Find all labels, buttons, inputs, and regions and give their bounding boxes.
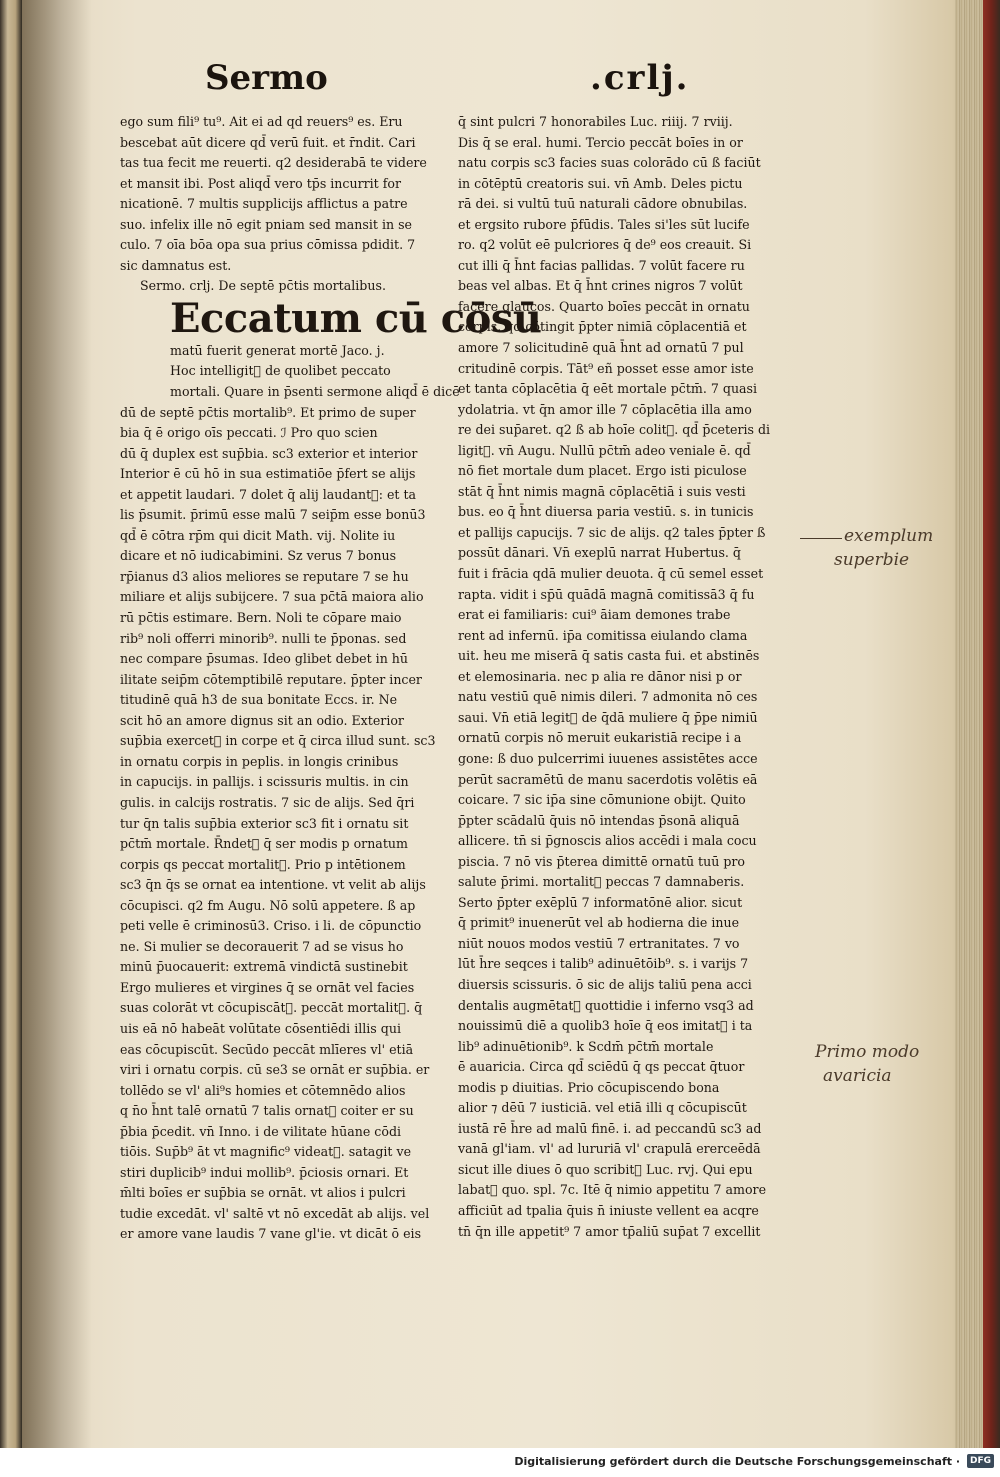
text-line: matū fuerit generat mortē Jaco. j. — [170, 342, 385, 358]
text-line: et pallijs capucijs. 7 sic de alijs. q2 tales p̄pter ß — [458, 524, 766, 540]
text-line: Interior ē cū hō in sua estimatiōe p̄fert se alijs — [120, 466, 416, 482]
dfg-logo: DFG — [967, 1454, 994, 1468]
text-line: sicut ille diues ō quo scribit᷑ Luc. rvj. Qui epu — [458, 1161, 753, 1177]
text-line: tn̄ q̄n ille appetit⁹ 7 amor tp̄aliū sup̄at 7 excellit — [458, 1223, 761, 1239]
text-line: et elemosinaria. nec p alia re dānor nisi p or — [458, 668, 742, 684]
text-line: cut illi q̄ h̄nt facias pallidas. 7 volūt facere ru — [458, 257, 745, 273]
text-line: nō fiet mortale dum placet. Ergo isti piculose — [458, 463, 747, 479]
left-column-body — [120, 341, 460, 1245]
text-line: p̄bia p̄cedit. vn̄ Inno. i de vilitate hūane cōdi — [120, 1123, 402, 1139]
text-line: rent ad infernū. ip̄a comitissa eiulando clama — [458, 627, 748, 643]
text-line: et appetit laudari. 7 dolet q̄ alij laudant᷑: et ta — [120, 486, 417, 502]
text-line: Dis q̄ se eral. humi. Tercio peccāt boīes in or — [458, 134, 743, 150]
marginal-note-avaricia — [815, 1040, 919, 1088]
text-line: in ornatu corpis in peplis. in longis crinibus — [120, 753, 399, 769]
text-line: tudie excedāt. vl' saltē vt nō excedāt ab alijs. vel — [120, 1205, 430, 1221]
text-line: et ergsito rubore p̄fūdis. Tales si'les sūt lucife — [458, 216, 750, 232]
text-line: m̄lti boīes er sup̄bia se ornāt. vt alios i pulcri — [120, 1185, 406, 1201]
text-line: q n̄o h̄nt talē ornatū 7 talis ornat᷑ coiter er su — [120, 1103, 414, 1119]
text-line: bia q̄ ē origo oīs peccati. ℐ Pro quo scien — [120, 425, 378, 441]
funding-credit: Digitalisierung gefördert durch die Deutsche Forschungsgemeinschaft · — [514, 1455, 960, 1468]
marginal-note-line: Primo modo — [815, 1042, 920, 1062]
text-line: dicare et nō iudicabimini. Sz verus 7 bonus — [120, 548, 397, 564]
text-line: ne. Si mulier se decorauerit 7 ad se visus ho — [120, 938, 404, 954]
text-line: sup̄bia exercet᷑ in corpe et q̄ circa illud sunt. sc3 — [120, 733, 436, 749]
text-line: fuit i frācia qdā mulier deuota. q̄ cū semel esset — [458, 566, 764, 582]
text-line: qd̄ ē cōtra rp̄m qui dicit Math. vij. Nolite iu — [120, 527, 396, 543]
text-line: q̄ primit⁹ inuenerūt vel ab hodierna die inue — [458, 915, 740, 931]
text-line: ligit᷑. vn̄ Augu. Nullū pc̄tm̄ adeo veniale ē. qd̄ — [458, 442, 751, 458]
text-line: minū p̄uocauerit: extremā vindictā sustinebit — [120, 959, 408, 975]
text-line: peti velle ē criminosū3. Criso. i li. de cōpunctio — [120, 918, 422, 934]
text-line: perūt sacramētū de manu sacerdotis volētis eā — [458, 771, 758, 787]
text-line: diuersis scissuris. ō sic de alijs taliū pena acci — [458, 976, 752, 992]
text-line: tiōis. Sup̄b⁹ āt vt magnific⁹ videat᷑. satagit ve — [120, 1144, 412, 1160]
text-line: sic damnatus est. — [120, 257, 232, 273]
sermon-heading: Sermo. crlj. De septē pc̄tis mortalibus. — [140, 278, 386, 294]
decorated-initial-line: Eccatum cū cōsū — [170, 294, 542, 342]
text-line: salute p̄rimi. mortalit᷑ peccas 7 damnaberis. — [458, 874, 745, 890]
text-line: Serto p̄pter exēplū 7 informatōnē alior. sicut — [458, 894, 743, 910]
text-line: lis p̄sumit. p̄rimū esse malū 7 seip̄m esse bonū3 — [120, 507, 426, 523]
text-line: coicare. 7 sic ip̄a sine cōmunione obijt. Quito — [458, 792, 746, 808]
text-line: rā dei. si vultū tuū naturali cādore obnubilas. — [458, 196, 748, 212]
text-line: vanā gl'iam. vl' ad lururiā vl' crapulā ererceēdā — [458, 1141, 761, 1157]
text-line: saui. Vn̄ etiā legit᷑ de q̄dā muliere q̄ p̄pe nimiū — [458, 709, 758, 725]
text-line: tollēdo se vl' ali⁹s homies et cōtemnēdo alios — [120, 1082, 406, 1098]
text-line: rib⁹ noli offerri minorib⁹. nulli te p̄ponas. sed — [120, 630, 407, 646]
text-line: tur q̄n talis sup̄bia exterior sc3 fit i ornatu sit — [120, 815, 409, 831]
marginal-note-line: exemplum — [844, 526, 934, 546]
text-line: lūt h̄re seqces i talib⁹ adinuētōib⁹. s. i varijs 7 — [458, 956, 749, 972]
text-line: eas cōcupiscūt. Secūdo peccāt mlīeres vl' etiā — [120, 1041, 414, 1057]
text-line: rū pc̄tis estimare. Bern. Noli te cōpare maio — [120, 610, 402, 626]
text-line: erat ei familiaris: cui⁹ āiam demones trabe — [458, 607, 731, 623]
text-line: natu corpis sc3 facies suas colorādo cū ß faciūt — [458, 155, 761, 171]
spine-shadow — [22, 0, 92, 1448]
text-line: scit hō an amore dignus sit an odio. Exterior — [120, 712, 404, 728]
text-line: stāt q̄ h̄nt nimis magnā cōplacētiā i suis vesti — [458, 483, 746, 499]
left-column-opening-lines — [120, 112, 430, 276]
running-head-left: Sermo — [205, 58, 328, 98]
text-line: dentalis augmētat᷑ quottidie i inferno vsq3 ad — [458, 997, 754, 1013]
left-text-column — [120, 112, 542, 1245]
text-line: lib⁹ adinuētionib⁹. k Scdm̄ pc̄tm̄ mortale — [458, 1038, 714, 1054]
text-line: et mansit ibi. Post aliqd̄ vero tp̄s incurrit for — [120, 175, 401, 191]
marginal-note-line: avaricia — [823, 1066, 892, 1086]
text-line: dū q̄ duplex est sup̄bia. sc3 exterior et interior — [120, 445, 418, 461]
right-text-column — [458, 112, 798, 1242]
text-line: Hoc intelligit᷑ de quolibet peccato — [170, 363, 391, 379]
text-line: mortali. Quare in p̄senti sermone aliqd̄ ē dicē — [170, 384, 460, 400]
text-line: nicationē. 7 multis supplicijs afflictus a patre — [120, 196, 408, 212]
text-line: Ergo mulieres et virgines q̄ se ornāt vel facies — [120, 979, 415, 995]
text-line: ē auaricia. Circa qd̄ sciēdū q̄ qs peccat q̄tuor — [458, 1059, 745, 1075]
text-line: corpis. qd̄ cōtingit p̄pter nimiā cōplacentiā et — [458, 319, 747, 335]
page-stack-edge — [955, 0, 1000, 1448]
facing-page-edge — [0, 0, 22, 1448]
text-line: suas colorāt vt cōcupiscāt᷑. peccāt mortalit᷑. q̄ — [120, 1000, 423, 1016]
text-line: rapta. vidit i sp̄ū quādā magnā comitissā3 q̄ fu — [458, 586, 755, 602]
text-line: titudinē quā h3 de sua bonitate Eccs. ir. Ne — [120, 692, 398, 708]
text-line: ydolatria. vt q̄n amor ille 7 cōplacētia illa amo — [458, 401, 752, 417]
text-line: in capucijs. in pallijs. i scissuris multis. in cin — [120, 774, 409, 790]
marginal-note-exemplum — [800, 524, 933, 572]
text-line: ilitate seip̄m cōtemptibilē reputare. p̄pter incer — [120, 671, 422, 687]
text-line: rp̄ianus d3 alios meliores se reputare 7 se hu — [120, 568, 409, 584]
text-line: uis eā nō habeāt volūtate cōsentiēdi illis qui — [120, 1020, 401, 1036]
text-line: miliare et alijs subijcere. 7 sua pc̄tā maiora alio — [120, 589, 424, 605]
text-line: tas tua fecit me reuerti. q2 desiderabā te videre — [120, 155, 427, 171]
text-line: viri i ornatu corpis. cū se3 se ornāt er sup̄bia. er — [120, 1062, 430, 1078]
text-line: ego sum fili⁹ tu⁹. Ait ei ad qd reuers⁹ es. Eru — [120, 114, 403, 129]
text-line: ro. q2 volūt eē pulcriores q̄ de⁹ eos creauit. Si — [458, 237, 752, 253]
text-line: p̄pter scādalū q̄uis nō intendas p̄sonā aliquā — [458, 812, 740, 828]
text-line: uit. heu me miserā q̄ satis casta fui. et abstinēs — [458, 648, 760, 664]
text-line: ornatū corpis nō meruit eukaristiā recipe i a — [458, 730, 742, 746]
text-line: in cōtēptū creatoris sui. vn̄ Amb. Deles pictu — [458, 175, 743, 191]
text-line: culo. 7 oīa bōa opa sua prius cōmissa pdidit. 7 — [120, 237, 416, 253]
text-line: natu vestiū quē nimis dileri. 7 admonita nō ces — [458, 689, 758, 705]
folio-number: .crlj. — [590, 58, 690, 98]
text-line: possūt dānari. Vn̄ exeplū narrat Hubertus. q̄ — [458, 545, 741, 561]
text-line: stiri duplicib⁹ indui mollib⁹. p̄ciosis ornari. Et — [120, 1164, 409, 1180]
text-line: amore 7 solicitudinē quā h̄nt ad ornatū 7 pul — [458, 340, 744, 356]
digitization-footer — [0, 1448, 1000, 1477]
marginal-note-line: superbie — [834, 550, 910, 570]
text-line: iustā rē h̄re ad malū finē. i. ad peccandū sc3 ad — [458, 1120, 762, 1136]
text-line: facere glaucos. Quarto boīes peccāt in ornatu — [458, 298, 750, 314]
text-line: niūt nouos modos vestiū 7 ertranitates. 7 vo — [458, 935, 740, 951]
text-line: q̄ sint pulcri 7 honorabiles Luc. riiij. 7 rviij. — [458, 114, 733, 129]
text-line: er amore vane laudis 7 vane gl'ie. vt dicāt ō eis — [120, 1226, 422, 1242]
text-line: pc̄tm̄ mortale. R̄ndet᷑ q̄ ser modis p ornatum — [120, 836, 408, 852]
text-line: corpis qs peccat mortalit᷑. Prio p intētionem — [120, 856, 406, 872]
text-line: sc3 q̄n q̄s se ornat ea intentione. vt velit ab alijs — [120, 877, 426, 893]
text-line: dū de septē pc̄tis mortalib⁹. Et primo de super — [120, 404, 416, 420]
text-line: labat᷑ quo. spl. 7c. Itē q̄ nimio appetitu 7 amore — [458, 1182, 767, 1198]
text-line: nouissimū diē a quolib3 hoīe q̄ eos imitat᷑ i ta — [458, 1018, 753, 1034]
text-line: suo. infelix ille nō egit pniam sed mansit in se — [120, 216, 413, 232]
right-column-body — [458, 112, 798, 1242]
text-line: piscia. 7 nō vis p̄terea dimittē ornatū tuū pro — [458, 853, 746, 869]
text-line: bescebat aūt dicere qd̄ verū fuit. et r̄ndit. Cari — [120, 134, 416, 150]
text-line: gone: ß duo pulcerrimi iuuenes assistētes acce — [458, 750, 758, 766]
text-line: afficiūt ad tpalia q̄uis n̄ iniuste vellent ea acqre — [458, 1202, 759, 1218]
text-line: alior ⁊ dēū 7 iusticiā. vel etiā illi q cōcupiscūt — [458, 1100, 747, 1116]
text-line: beas vel albas. Et q̄ h̄nt crines nigros 7 volūt — [458, 278, 743, 294]
text-line: et tanta cōplacētia q̄ eēt mortale pc̄tm̄. 7 quasi — [458, 381, 758, 397]
text-line: nec compare p̄sumas. Ideo glibet debet in hū — [120, 651, 409, 667]
text-line: gulis. in calcijs rostratis. 7 sic de alijs. Sed q̄ri — [120, 794, 415, 810]
text-line: allicere. tn̄ si p̄gnoscis alios accēdi i mala cocu — [458, 833, 757, 849]
text-line: modis p diuitias. Prio cōcupiscendo bona — [458, 1079, 720, 1095]
text-line: cōcupisci. q2 fm Augu. Nō solū appetere. ß ap — [120, 897, 416, 913]
text-line: re dei sup̄aret. q2 ß ab hoīe colit᷑. qd̄ p̄ceteris di — [458, 422, 771, 438]
text-line: bus. eo q̄ h̄nt diuersa paria vestiū. s. in tunicis — [458, 504, 754, 520]
text-line: critudinē corpis. Tāt⁹ eñ posset esse amor iste — [458, 360, 754, 376]
